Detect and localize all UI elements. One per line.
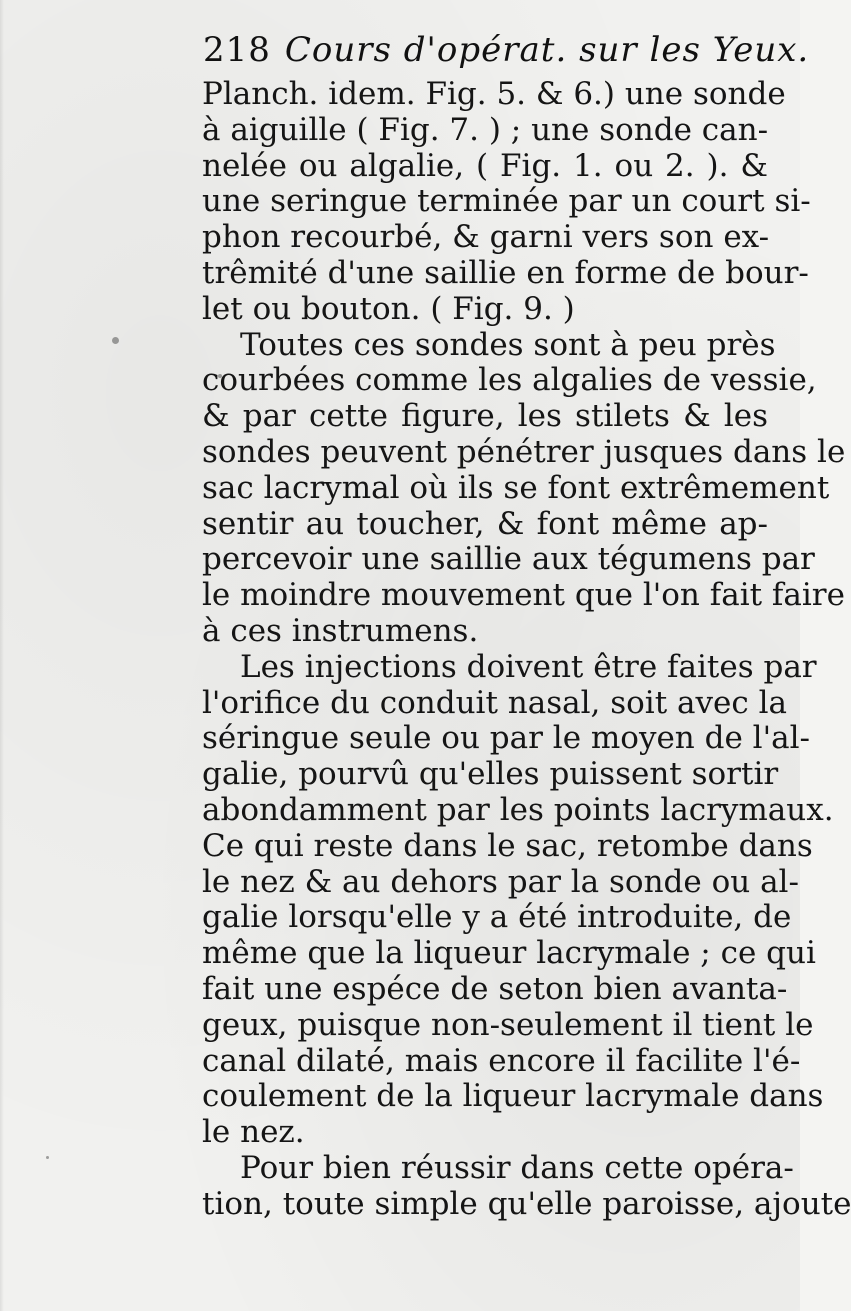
page-gutter-shadow — [0, 0, 4, 1311]
body-text — [202, 76, 851, 1223]
text-line: canal dilaté, mais encore il facilite l'é- — [202, 1042, 801, 1079]
text-line: sondes peuvent pénétrer jusques dans le — [202, 433, 846, 470]
text-line: abondamment par les points lacrymaux. — [202, 791, 834, 828]
ink-speck — [218, 374, 222, 378]
running-title: Cours d'opérat. sur les Yeux. — [284, 30, 810, 70]
text-line: Les injections doivent être faites par — [240, 648, 817, 685]
text-line: let ou bouton. ( Fig. 9. ) — [202, 290, 575, 327]
text-line: l'orifice du conduit nasal, soit avec la — [202, 684, 787, 721]
text-line: nelée ou algalie, ( Fig. 1. ou 2. ). & — [202, 147, 768, 184]
text-line: fait une espéce de seton bien avanta- — [202, 970, 788, 1007]
text-line: à ces instrumens. — [202, 612, 479, 649]
text-line: percevoir une saillie aux tégumens par — [202, 541, 815, 578]
ink-speck — [112, 337, 119, 344]
text-line: trêmité d'une saillie en forme de bour- — [202, 254, 809, 291]
text-line: geux, puisque non-seulement il tient le — [202, 1006, 814, 1043]
text-line: galie, pourvû qu'elles puissent sortir — [202, 756, 779, 793]
text-line: tion, toute simple qu'elle paroisse, ajoute — [202, 1185, 851, 1222]
text-line: coulement de la liqueur lacrymale dans — [202, 1078, 824, 1115]
text-line: à aiguille ( Fig. 7. ) ; une sonde can- — [202, 111, 769, 148]
text-line: le nez & au dehors par la sonde ou al- — [202, 863, 799, 900]
text-line: Pour bien réussir dans cette opéra- — [240, 1149, 794, 1186]
text-line: même que la liqueur lacrymale ; ce qui — [202, 935, 816, 972]
text-line: Ce qui reste dans le sac, retombe dans — [202, 827, 813, 864]
page-header — [203, 30, 810, 72]
text-line: galie lorsqu'elle y a été introduite, de — [202, 899, 792, 936]
text-line: courbées comme les algalies de vessie, — [202, 362, 817, 399]
text-line: le moindre mouvement que l'on fait faire — [202, 577, 845, 614]
text-line: le nez. — [202, 1114, 305, 1151]
text-line: & par cette figure, les stilets & les — [202, 398, 768, 435]
text-line: sac lacrymal où ils se font extrêmement — [202, 469, 830, 506]
text-line: Toutes ces sondes sont à peu près — [240, 326, 776, 363]
text-line: une seringue terminée par un court si- — [202, 183, 811, 220]
ink-speck — [46, 1156, 49, 1159]
text-line: séringue seule ou par le moyen de l'al- — [202, 720, 810, 757]
text-line: sentir au toucher, & font même ap- — [202, 505, 768, 542]
page-number: 218 — [203, 30, 271, 70]
text-line: phon recourbé, & garni vers son ex- — [202, 219, 770, 256]
text-line: Planch. idem. Fig. 5. & 6.) une sonde — [202, 76, 786, 112]
